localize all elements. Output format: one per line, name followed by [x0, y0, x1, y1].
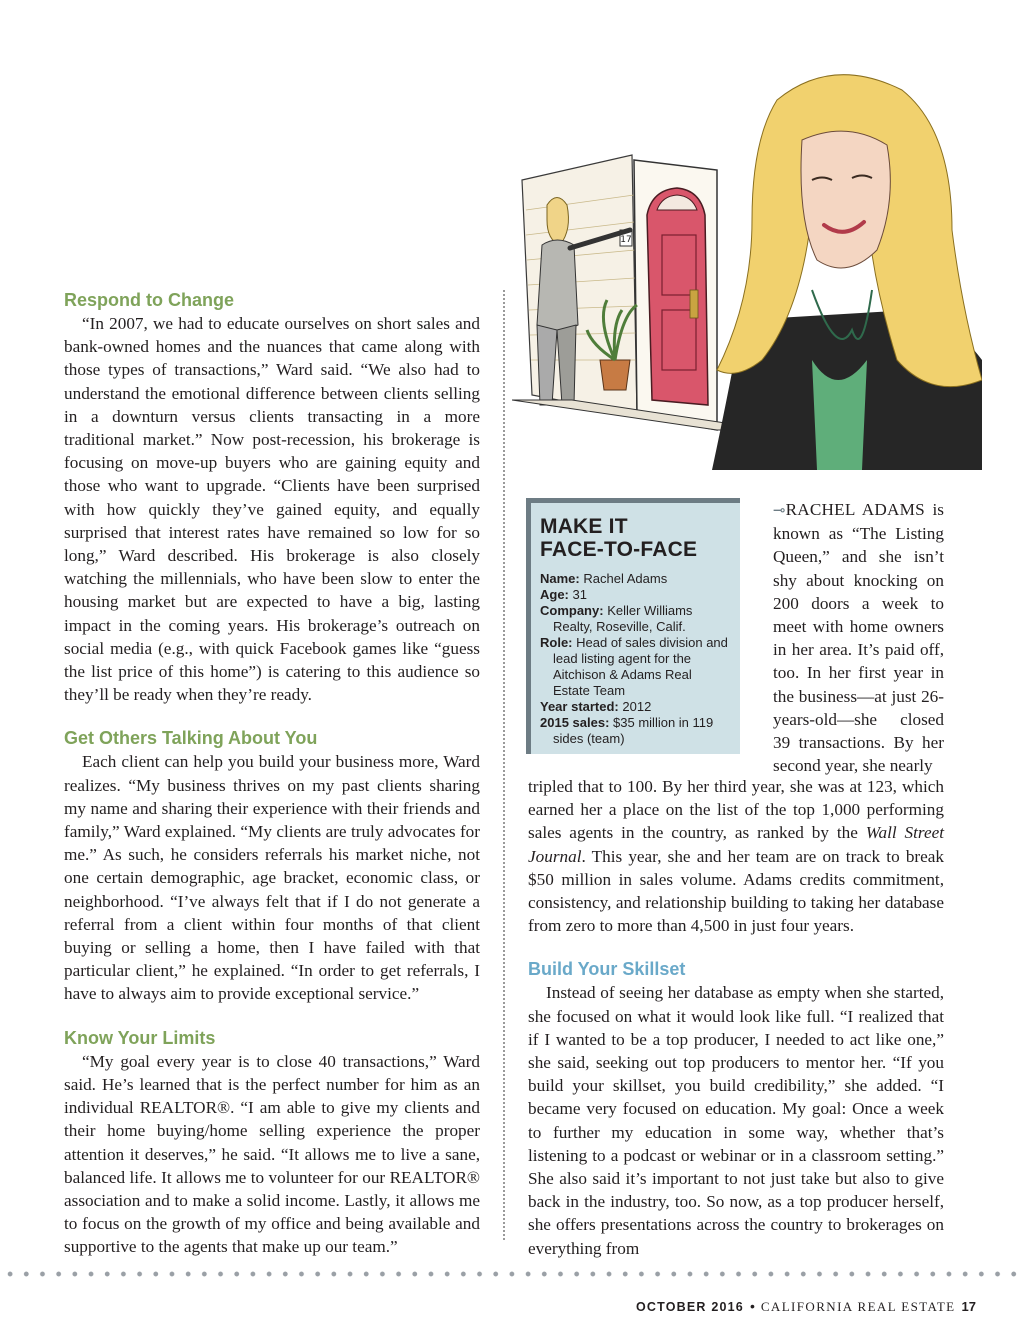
sidebar-title-line1: MAKE IT	[540, 515, 628, 538]
section-heading-know-your-limits: Know Your Limits	[64, 1027, 216, 1048]
sidebar-value: 2012	[622, 699, 652, 714]
section-heading-respond-to-change: Respond to Change	[64, 290, 234, 310]
section-heading-get-others-talking: Get Others Talking About You	[64, 728, 318, 749]
footer-bullet: •	[749, 1298, 755, 1314]
left-column	[64, 288, 480, 1259]
page-footer	[636, 1298, 976, 1316]
section-body-respond-to-change: “In 2007, we had to educate ourselves on short sales and bank-owned homes and the nuances that came along with those types of transactions,” Ward said. “We also had to understand the emotional difference between clients selling in a downturn versus clients transacting in a more traditional market.” Now post-recession, his brokerage is focusing on move-up buyers who are gaining equity and those who want to upgrade. “Clients have been surprised with how quickly they’ve gained equity, and equally surprised that interest rates have remained so low for so long,” Ward described. His brokerage is also closely watching the millennials, who have been slow to enter the housing market but are expected to have a big, lasting impact in the coming years. His brokerage’s outreach on social media (e.g., with quick Facebook games like “guess the list price of this home”) is catering to this audience so they’ll be ready when they’re ready.	[64, 314, 480, 705]
section-body-build-your-skillset: Instead of seeing her database as empty when she started, she focused on what it would look like full. “I realized that if I wanted to be a top producer, I needed to act like one,” she said, seeking out top producers to mentor her. “If you build your skillset, you build credibility,” she added. “I became very focused on education. My goal: Once a week to further my education in some way, whether that’s listening to a podcast or webinar or in a classroom setting.” She also said it’s important to not just take but also to give back in the industry, too. So now, as a top producer herself, she offers presentations across the country to brokerages on everything from	[528, 983, 944, 1258]
sidebar-label: 2015 sales:	[540, 715, 610, 730]
sidebar-value: 31	[572, 587, 587, 602]
red-door	[647, 188, 708, 405]
intro-name: RACHEL ADAMS	[785, 500, 925, 519]
sidebar-row-name	[540, 571, 732, 587]
sidebar-label: Company:	[540, 603, 604, 618]
page-number: 17	[961, 1299, 976, 1314]
sidebar-value: Rachel Adams	[583, 571, 668, 586]
section-heading-build-your-skillset: Build Your Skillset	[528, 959, 686, 980]
intro-upper-text: is known as “The Listing Queen,” and she isn’t shy about knocking on 200 doors a week to meet with home owners in her area. It’s paid off, too. In her first year in the business—at just 26-years-old—she closed 39 transactions. By her second year, she nearly	[773, 500, 944, 776]
sidebar-label: Year started:	[540, 699, 619, 714]
sidebar-value: $35 million in 119 sides (team)	[553, 715, 714, 746]
sidebar-title	[540, 515, 732, 561]
sidebar-label: Role:	[540, 635, 573, 650]
wsj-title: Wall Street Journal	[528, 823, 945, 866]
sidebar-row-2015-sales	[540, 715, 732, 747]
dotted-rule	[0, 1268, 1024, 1280]
rachel-adams-portrait	[712, 75, 982, 470]
sidebar-label: Age:	[540, 587, 569, 602]
intro-lower-text-b: . This year, she and her team are on track to break $50 million in sales volume. Adams credits commitment, consistency, and relationship building to taking her database from zero to more than 4,500 in just four years.	[528, 846, 944, 936]
intro-lower-text-a: tripled that to 100. By her third year, she was at 123, which earned her a place on the list of the top 1,000 performing sales agents in the country, as ranked by the	[528, 777, 944, 843]
section-body-know-your-limits: “My goal every year is to close 40 transactions,” Ward said. He’s learned that is the perfect number for him as an individual REALTOR®. “I am able to give my clients and their home buying/home selling experience the proper attention it deserves,” he said. “It allows me to live a sane, balanced life. It allows me to volunteer for our REALTOR® association and to make a solid income. Lastly, it allows me to focus on the growth of my office and being available and supportive to the agents that make up our team.”	[64, 1051, 480, 1257]
intro-paragraph-start	[773, 498, 944, 777]
right-column-lower	[528, 775, 944, 1260]
rachel-adams-illustration	[512, 60, 982, 480]
sidebar-title-line2: FACE-TO-FACE	[540, 538, 698, 561]
sidebar-row-age	[540, 587, 732, 603]
sidebar-label: Name:	[540, 571, 580, 586]
sidebar-row-year-started	[540, 699, 732, 715]
section-body-get-others-talking: Each client can help you build your business more, Ward realizes. “My business thrives on my past clients sharing my name and sharing their experience with their friends and family,” Ward explained. “My clients are truly advocates for me.” As such, he considers referrals his market niche, not one certain demographic, age bracket, economic class, or neighborhood. “I’ve always felt that if I do not generate a referral from a client within four months of that client buying or selling a home, then I have failed with that particular client,” he explained. “In order to get referrals, I have to always aim to provide exceptional service.”	[64, 752, 480, 1004]
column-divider	[503, 290, 505, 1240]
make-it-face-to-face-sidebar	[526, 498, 740, 754]
intro-paragraph-continued	[528, 775, 944, 937]
sidebar-value: Keller Williams Realty, Roseville, Calif.	[553, 603, 693, 634]
sidebar-row-role	[540, 635, 732, 699]
right-column-intro-upper	[773, 498, 944, 777]
sidebar-row-company	[540, 603, 732, 635]
house-number: 17	[620, 235, 632, 245]
sidebar-value: Head of sales division and lead listing agent for the Aitchison & Adams Real Estate Team	[553, 635, 728, 698]
footer-magazine-name: CALIFORNIA REAL ESTATE	[760, 1299, 956, 1314]
footer-issue-date: OCTOBER 2016	[635, 1300, 744, 1314]
arrow-icon: ⊸	[773, 501, 786, 519]
